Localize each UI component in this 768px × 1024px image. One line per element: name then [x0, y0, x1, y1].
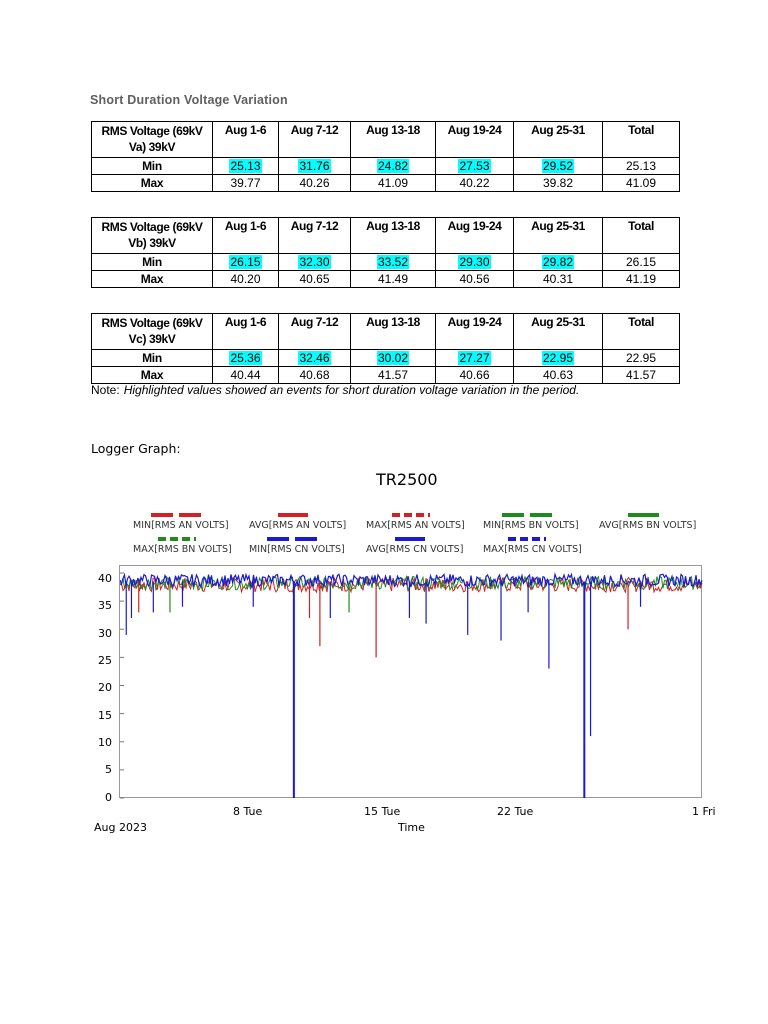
logger-graph-label: Logger Graph: [91, 441, 181, 456]
x-tick-label: 1 Fri [692, 805, 716, 818]
table-cell: 40.26 [279, 175, 351, 192]
table-cell [436, 158, 514, 175]
legend-swatch [158, 537, 196, 541]
column-header: Aug 7-12 [279, 122, 351, 158]
y-tick-label: 25 [98, 654, 112, 667]
column-header: Aug 25-31 [514, 314, 603, 350]
table-cell: 40.68 [279, 367, 351, 384]
legend-label: MAX[RMS CN VOLTS] [483, 544, 582, 555]
legend-swatch [508, 537, 546, 541]
column-header: Aug 13-18 [351, 122, 436, 158]
table-row-max [92, 367, 680, 384]
table-note [91, 383, 579, 397]
column-header: Aug 7-12 [279, 314, 351, 350]
y-tick-label: 10 [98, 736, 112, 749]
section-title: Short Duration Voltage Variation [90, 93, 288, 107]
chart-plot-area [119, 565, 702, 798]
highlighted-value: 29.52 [542, 158, 574, 173]
table-cell [279, 254, 351, 271]
row-label: Min [92, 254, 213, 271]
table-cell: 39.82 [514, 175, 603, 192]
highlighted-value: 22.95 [542, 350, 574, 365]
table-cell [436, 350, 514, 367]
table-row-min [92, 254, 680, 271]
note-text: Highlighted values showed an events for short duration voltage variation in the period. [123, 383, 580, 397]
highlighted-value: 30.02 [377, 350, 409, 365]
table-cell: 41.57 [603, 367, 680, 384]
chart-title: TR2500 [376, 470, 438, 489]
table-cell [213, 254, 279, 271]
legend-swatch [395, 537, 425, 541]
table-cell [514, 158, 603, 175]
y-tick-label: 35 [98, 599, 112, 612]
column-header: Aug 13-18 [351, 218, 436, 254]
x-axis-sublabel: Aug 2023 [94, 821, 147, 834]
highlighted-value: 25.36 [230, 350, 261, 365]
table-cell [514, 350, 603, 367]
column-header: Aug 19-24 [436, 122, 514, 158]
table-cell [514, 254, 603, 271]
column-header: Total [603, 218, 680, 254]
legend-label: AVG[RMS CN VOLTS] [366, 544, 464, 555]
legend-swatch [267, 537, 317, 541]
table-cell: 41.09 [603, 175, 680, 192]
x-tick-label: 8 Tue [233, 805, 263, 818]
table-row-max [92, 271, 680, 288]
y-tick-label: 20 [98, 681, 112, 694]
table-cell [213, 350, 279, 367]
table-cell: 41.57 [351, 367, 436, 384]
legend-swatch [151, 513, 201, 517]
column-header: Aug 25-31 [514, 122, 603, 158]
table-cell: 25.13 [603, 158, 680, 175]
voltage-table-vc [91, 313, 680, 384]
x-tick-label: 22 Tue [497, 805, 534, 818]
highlighted-value: 32.30 [299, 254, 330, 269]
table-cell: 41.49 [351, 271, 436, 288]
table-label: RMS Voltage (69kV Va) 39kV [92, 122, 213, 158]
highlighted-value: 26.15 [230, 254, 261, 269]
note-prefix: Note: [91, 383, 120, 397]
table-cell: 22.95 [603, 350, 680, 367]
row-label: Max [92, 367, 213, 384]
highlighted-value: 29.30 [459, 254, 490, 269]
voltage-table-va [91, 121, 680, 192]
table-cell [279, 158, 351, 175]
highlighted-value: 31.76 [299, 158, 330, 173]
table-label: RMS Voltage (69kV Vc) 39kV [92, 314, 213, 350]
y-tick-label: 40 [98, 572, 112, 585]
table-cell: 40.66 [436, 367, 514, 384]
legend-swatch [278, 513, 308, 517]
table-cell: 26.15 [603, 254, 680, 271]
table-cell: 40.56 [436, 271, 514, 288]
highlighted-value: 25.13 [230, 158, 261, 173]
column-header: Aug 13-18 [351, 314, 436, 350]
legend-label: AVG[RMS AN VOLTS] [249, 520, 347, 531]
column-header: Aug 7-12 [279, 218, 351, 254]
x-tick-label: 15 Tue [364, 805, 401, 818]
legend-label: MAX[RMS AN VOLTS] [366, 520, 465, 531]
chart-svg [120, 566, 703, 799]
highlighted-value: 33.52 [377, 254, 409, 269]
legend-swatch [392, 513, 430, 517]
row-label: Max [92, 271, 213, 288]
y-tick-label: 30 [98, 627, 112, 640]
table-row-min [92, 158, 680, 175]
highlighted-value: 32.46 [299, 350, 330, 365]
row-label: Min [92, 158, 213, 175]
table-cell: 40.63 [514, 367, 603, 384]
table-cell [351, 254, 436, 271]
row-label: Min [92, 350, 213, 367]
row-label: Max [92, 175, 213, 192]
column-header: Total [603, 122, 680, 158]
table-cell: 41.09 [351, 175, 436, 192]
y-tick-label: 5 [105, 763, 112, 776]
highlighted-value: 29.82 [542, 254, 574, 269]
table-row-min [92, 350, 680, 367]
legend-label: MIN[RMS AN VOLTS] [133, 520, 229, 531]
column-header: Total [603, 314, 680, 350]
table-cell: 40.22 [436, 175, 514, 192]
legend-swatch [628, 513, 659, 517]
table-cell [436, 254, 514, 271]
table-cell: 39.77 [213, 175, 279, 192]
table-cell [351, 350, 436, 367]
column-header: Aug 1-6 [213, 122, 279, 158]
column-header: Aug 19-24 [436, 314, 514, 350]
legend-label: MIN[RMS CN VOLTS] [249, 544, 345, 555]
y-tick-label: 15 [98, 709, 112, 722]
table-cell [213, 158, 279, 175]
highlighted-value: 24.82 [377, 158, 409, 173]
x-axis-label: Time [398, 821, 425, 834]
table-cell [279, 350, 351, 367]
legend-swatch [502, 513, 552, 517]
legend-label: MAX[RMS BN VOLTS] [133, 544, 232, 555]
column-header: Aug 1-6 [213, 314, 279, 350]
highlighted-value: 27.27 [459, 350, 490, 365]
column-header: Aug 1-6 [213, 218, 279, 254]
table-cell: 40.65 [279, 271, 351, 288]
table-cell: 40.20 [213, 271, 279, 288]
table-cell: 40.44 [213, 367, 279, 384]
column-header: Aug 19-24 [436, 218, 514, 254]
column-header: Aug 25-31 [514, 218, 603, 254]
voltage-table-vb [91, 217, 680, 288]
table-row-max [92, 175, 680, 192]
table-cell [351, 158, 436, 175]
table-cell: 40.31 [514, 271, 603, 288]
legend-label: MIN[RMS BN VOLTS] [483, 520, 579, 531]
y-tick-label: 0 [105, 791, 112, 804]
table-label: RMS Voltage (69kV Vb) 39kV [92, 218, 213, 254]
highlighted-value: 27.53 [459, 158, 490, 173]
table-cell: 41.19 [603, 271, 680, 288]
legend-label: AVG[RMS BN VOLTS] [599, 520, 697, 531]
